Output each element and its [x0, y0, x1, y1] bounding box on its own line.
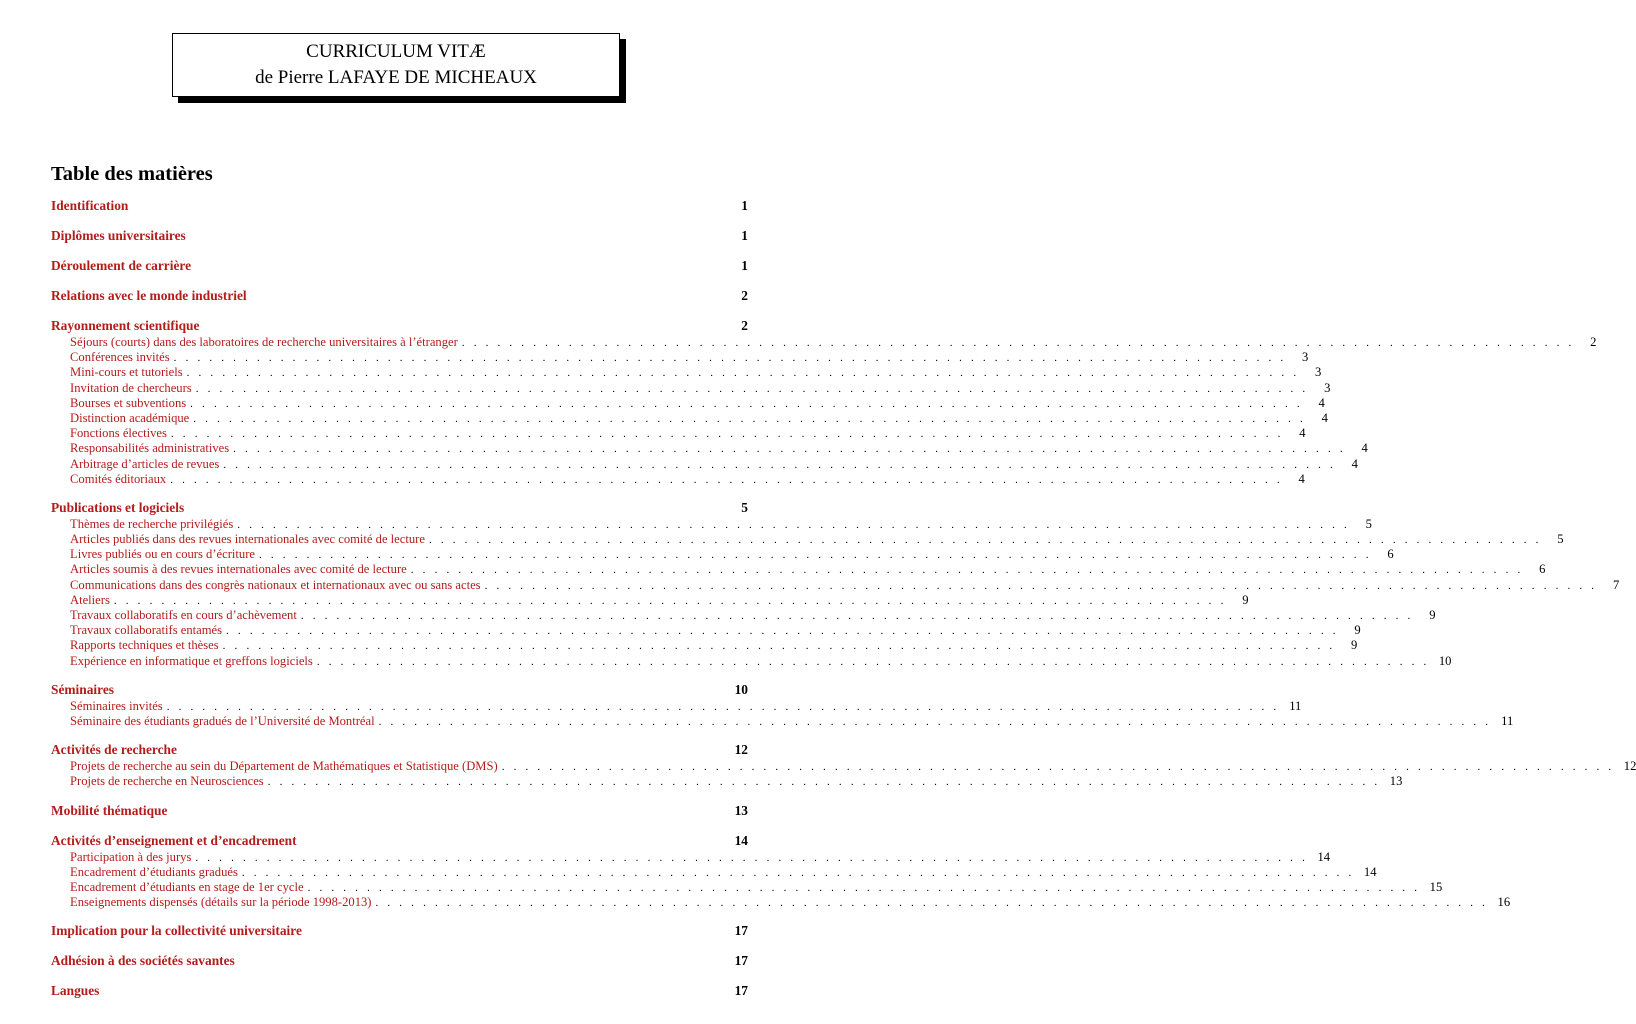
toc-page-number: 16: [1497, 895, 1511, 910]
toc-subsection-link[interactable]: Séminaire des étudiants gradués de l’Université de Montréal: [70, 713, 375, 728]
toc-subsection-link[interactable]: Communications dans des congrès nationaux et internationaux avec ou sans actes: [70, 577, 481, 592]
toc-section-link[interactable]: Séminaires: [51, 681, 114, 697]
toc-subsection-link[interactable]: Livres publiés ou en cours d’écriture: [70, 547, 255, 562]
dot-leader: . . . . . . . . . . . . . . . . . . . . . . . . . . . . . . . . . . . . . . . . . . . . . . . . . . . . . . . . . . . . . . . . . . . . . . . . . . . . . . . . . . . . . . . . . . . . . .: [378, 715, 1492, 728]
toc-page-number: 4: [1299, 426, 1306, 441]
dot-leader: . . . . . . . . . . . . . . . . . . . . . . . . . . . . . . . . . . . . . . . . . . . . . . . . . . . . . . . . . . . . . . . . . . . . . . . . . . . . . . . . . . . . . . . . . . . . . .: [375, 897, 1489, 910]
dot-leader: . . . . . . . . . . . . . . . . . . . . . . . . . . . . . . . . . . . . . . . . . . . . . . . . . . . . . . . . . . . . . . . . . . . . . . . . . . . . . . . . . . . . . . . . . . . . . .: [316, 655, 1430, 668]
toc-section-entry[interactable]: [51, 257, 748, 275]
dot-leader: . . . . . . . . . . . . . . . . . . . . . . . . . . . . . . . . . . . . . . . . . . . . . . . . . . . . . . . . . . . . . . . . . . . . . . . . . . . . . . . . . . . . . . . . . . . . . .: [193, 412, 1306, 425]
toc-section-entry[interactable]: [51, 982, 748, 1000]
dot-leader: . . . . . . . . . . . . . . . . . . . . . . . . . . . . . . . . . . . . . . . . . . . . . . . . . . . . . . . . . . . . . . . . . . . . . . . . . . . . . . . . . . . . . . . . . . . . . .: [267, 776, 1381, 789]
toc-subsection-entry[interactable]: [51, 577, 1620, 593]
toc-page-number: 6: [1387, 547, 1394, 562]
toc-section-link[interactable]: Identification: [51, 198, 129, 213]
toc-section-link[interactable]: Relations avec le monde industriel: [51, 288, 247, 303]
toc-page-number: 17: [734, 923, 748, 939]
toc-section-entry[interactable]: [51, 952, 748, 970]
toc-section-entry[interactable]: [51, 741, 748, 759]
toc-page-number: 10: [1438, 653, 1452, 668]
toc-subsection-entry[interactable]: [51, 410, 1328, 426]
toc-page-number: 5: [1365, 516, 1372, 531]
toc-section: [51, 832, 1511, 911]
document-subtitle: de Pierre LAFAYE DE MICHEAUX: [255, 67, 537, 88]
toc-page-number: 1: [741, 258, 748, 273]
toc-section: [51, 287, 748, 305]
document-title: CURRICULUM VITÆ: [306, 41, 486, 62]
toc-subsection-link[interactable]: Rapports techniques et thèses: [70, 638, 219, 653]
toc-subsection-entry[interactable]: [51, 395, 1325, 411]
dot-leader: . . . . . . . . . . . . . . . . . . . . . . . . . . . . . . . . . . . . . . . . . . . . . . . . . . . . . . . . . . . . . . . . . . . . . . . . . . . . . . . . . . . . . . . . . . . . . .: [461, 337, 1575, 349]
toc-section-link[interactable]: Déroulement de carrière: [51, 258, 192, 273]
toc-section-entry[interactable]: [51, 499, 748, 517]
toc-subsection-link[interactable]: Responsabilités administratives: [70, 441, 230, 456]
toc-subsection-entry[interactable]: [51, 895, 1511, 910]
toc-section-link[interactable]: Langues: [51, 983, 100, 999]
toc-page-number: 3: [1324, 380, 1331, 395]
dot-leader: . . . . . . . . . . . . . . . . . . . . . . . . . . . . . . . . . . . . . . . . . . . . . . . . . . . . . . . . . . . . . . . . . . . . . . . . . . . . . . . . . . . . . . . . . . . . . .: [410, 564, 1524, 577]
toc-subsection-link[interactable]: Articles soumis à des revues internationales avec comité de lecture: [70, 562, 407, 577]
toc-page-number: 6: [1539, 562, 1546, 577]
dot-leader: . . . . . . . . . . . . . . . . . . . . . . . . . . . . . . . . . . . . . . . . . . . . . . . . . . . . . . . . . . . . . . . . . . . . . . . . . . . . . . . . . . . . . . . . . . . . . .: [186, 367, 1300, 380]
toc-subsection-entry[interactable]: [51, 441, 1368, 456]
toc-page-number: 9: [1242, 592, 1249, 607]
toc-section-link[interactable]: Adhésion à des sociétés savantes: [51, 953, 235, 969]
toc-subsection-entry[interactable]: [51, 532, 1564, 547]
toc-section-entry[interactable]: [51, 832, 748, 850]
toc-subsection-link[interactable]: Fonctions électives: [70, 426, 167, 441]
toc-subsection-entry[interactable]: [51, 698, 1302, 714]
dot-leader: . . . . . . . . . . . . . . . . . . . . . . . . . . . . . . . . . . . . . . . . . . . . . . . . . . . . . . . . . . . . . . . . . . . . . . . . . . . . . . . . . . . . . . . . . . . . . .: [233, 443, 1346, 456]
dot-leader: . . . . . . . . . . . . . . . . . . . . . . . . . . . . . . . . . . . . . . . . . . . . . . . . . . . . . . . . . . . . . . . . . . . . . . . . . . . . . . . . . . . . . . . . . . . . . .: [113, 594, 1227, 607]
toc-section-entry[interactable]: [51, 287, 748, 305]
toc-page-number: 3: [1314, 365, 1322, 380]
toc-section-entry[interactable]: [51, 681, 748, 699]
toc-subsection-entry[interactable]: [51, 608, 1436, 623]
toc-subsection-entry[interactable]: [51, 849, 1331, 865]
toc-page-number: 10: [734, 681, 748, 697]
toc-subsection-link[interactable]: Comités éditoriaux: [70, 471, 167, 486]
toc-page-number: 5: [1557, 532, 1564, 547]
toc-page-number: 4: [1351, 456, 1358, 471]
toc-subsection-link[interactable]: Expérience en informatique et greffons logiciels: [70, 653, 313, 668]
toc-subsection-link[interactable]: Bourses et subventions: [70, 395, 187, 410]
dot-leader: . . . . . . . . . . . . . . . . . . . . . . . . . . . . . . . . . . . . . . . . . . . . . . . . . . . . . . . . . . . . . . . . . . . . . . . . . . . . . . . . . . . . . . . . . . . . . .: [237, 518, 1350, 531]
title-box: [172, 33, 620, 97]
toc-subsection-entry[interactable]: [51, 592, 1249, 608]
toc-subsection-entry[interactable]: [51, 380, 1331, 396]
dot-leader: . . . . . . . . . . . . . . . . . . . . . . . . . . . . . . . . . . . . . . . . . . . . . . . . . . . . . . . . . . . . . . . . . . . . . . . . . . . . . . . . . . . . . . . . . . . . . .: [195, 851, 1309, 864]
toc-page-number: 14: [1317, 849, 1331, 864]
toc-section-link[interactable]: Implication pour la collectivité universitaire: [51, 923, 302, 939]
table-of-contents: [51, 197, 1636, 1012]
toc-page-number: 15: [1429, 879, 1443, 894]
toc-subsection-link[interactable]: Distinction académique: [70, 410, 190, 425]
dot-leader: . . . . . . . . . . . . . . . . . . . . . . . . . . . . . . . . . . . . . . . . . . . . . . . . . . . . . . . . . . . . . . . . . . . . . . . . . . . . . . . . . . . . . . . . . . . . . .: [195, 382, 1309, 395]
toc-section-entry[interactable]: [51, 227, 748, 245]
toc-page-number: 17: [734, 953, 748, 969]
toc-subsection-link[interactable]: Invitation de chercheurs: [70, 380, 192, 395]
toc-section: [51, 317, 1597, 487]
dot-leader: . . . . . . . . . . . . . . . . . . . . . . . . . . . . . . . . . . . . . . . . . . . . . . . . . . . . . . . . . . . . . . . . . . . . . . . . . . . . . . . . . . . . . . . . . . . . . .: [226, 625, 1339, 638]
toc-page-number: 11: [1501, 713, 1514, 728]
toc-subsection-link[interactable]: Articles publiés dans des revues internationales avec comité de lecture: [70, 532, 425, 547]
toc-subsection-link[interactable]: Projets de recherche au sein du Département de Mathématiques et Statistique (DMS): [70, 759, 498, 774]
toc-section-entry[interactable]: [51, 317, 748, 335]
dot-leader: . . . . . . . . . . . . . . . . . . . . . . . . . . . . . . . . . . . . . . . . . . . . . . . . . . . . . . . . . . . . . . . . . . . . . . . . . . . . . . . . . . . . . . . . . . . . . .: [166, 700, 1280, 713]
toc-section-link[interactable]: Activités de recherche: [51, 742, 177, 758]
dot-leader: . . . . . . . . . . . . . . . . . . . . . . . . . . . . . . . . . . . . . . . . . . . . . . . . . . . . . . . . . . . . . . . . . . . . . . . . . . . . . . . . . . . . . . . . . . . . . .: [259, 549, 1372, 562]
toc-section-link[interactable]: Activités d’enseignement et d’encadrement: [51, 832, 297, 848]
toc-subsection-entry[interactable]: [51, 864, 1377, 880]
toc-page-number: 1: [741, 228, 748, 243]
toc-subsection-link[interactable]: Conférences invités: [70, 350, 170, 365]
toc-subsection-entry[interactable]: [51, 547, 1394, 562]
toc-page-number: 2: [741, 288, 748, 303]
toc-page-number: 17: [734, 983, 748, 999]
dot-leader: . . . . . . . . . . . . . . . . . . . . . . . . . . . . . . . . . . . . . . . . . . . . . . . . . . . . . . . . . . . . . . . . . . . . . . . . . . . . . . . . . . . . . . . . . . . . . .: [173, 352, 1287, 365]
toc-page-number: 4: [1321, 410, 1328, 425]
toc-subsection-link[interactable]: Travaux collaboratifs entamés: [70, 623, 223, 638]
toc-page-number: 14: [734, 832, 748, 848]
toc-page-number: 7: [1612, 577, 1620, 592]
toc-heading: Table des matières: [51, 163, 213, 185]
toc-section: [51, 227, 748, 245]
toc-page-number: 12: [1623, 759, 1636, 774]
toc-subsection-link[interactable]: Participation à des jurys: [70, 849, 192, 864]
dot-leader: . . . . . . . . . . . . . . . . . . . . . . . . . . . . . . . . . . . . . . . . . . . . . . . . . . . . . . . . . . . . . . . . . . . . . . . . . . . . . . . . . . . . . . . . . . . . . .: [222, 640, 1336, 653]
toc-subsection-entry[interactable]: [51, 562, 1546, 577]
toc-page-number: 12: [734, 742, 748, 758]
dot-leader: . . . . . . . . . . . . . . . . . . . . . . . . . . . . . . . . . . . . . . . . . . . . . . . . . . . . . . . . . . . . . . . . . . . . . . . . . . . . . . . . . . . . . . . . . . . . . .: [223, 458, 1336, 471]
dot-leader: . . . . . . . . . . . . . . . . . . . . . . . . . . . . . . . . . . . . . . . . . . . . . . . . . . . . . . . . . . . . . . . . . . . . . . . . . . . . . . . . . . . . . . . . . . . . . .: [428, 534, 1542, 547]
toc-section: [51, 197, 748, 215]
toc-page-number: 11: [1289, 698, 1302, 713]
toc-page-number: 3: [1302, 350, 1309, 365]
toc-page-number: 9: [1354, 623, 1361, 638]
toc-section: [51, 257, 748, 275]
toc-page-number: 4: [1298, 471, 1305, 486]
toc-subsection-link[interactable]: Arbitrage d’articles de revues: [70, 456, 220, 471]
dot-leader: . . . . . . . . . . . . . . . . . . . . . . . . . . . . . . . . . . . . . . . . . . . . . . . . . . . . . . . . . . . . . . . . . . . . . . . . . . . . . . . . . . . . . . . . . . . . . .: [190, 397, 1303, 410]
toc-subsection-link[interactable]: Encadrement d’étudiants gradués: [70, 864, 238, 879]
toc-subsection-entry[interactable]: [51, 471, 1305, 487]
toc-section: [51, 922, 748, 940]
dot-leader: . . . . . . . . . . . . . . . . . . . . . . . . . . . . . . . . . . . . . . . . . . . . . . . . . . . . . . . . . . . . . . . . . . . . . . . . . . . . . . . . . . . . . . . . . . . . . .: [307, 881, 1421, 894]
toc-subsection-link[interactable]: Séjours (courts) dans des laboratoires de recherche universitaires à l’étranger: [70, 335, 458, 349]
toc-section: [51, 982, 748, 1000]
toc-subsection-entry[interactable]: [51, 638, 1358, 653]
toc-subsection-entry[interactable]: [51, 879, 1443, 895]
dot-leader: . . . . . . . . . . . . . . . . . . . . . . . . . . . . . . . . . . . . . . . . . . . . . . . . . . . . . . . . . . . . . . . . . . . . . . . . . . . . . . . . . . . . . . . . . . . . . .: [300, 610, 1414, 622]
toc-subsection-link[interactable]: Enseignements dispensés (détails sur la période 1998-2013): [70, 895, 372, 910]
toc-section-link[interactable]: Diplômes universitaires: [51, 228, 186, 243]
toc-page-number: 2: [1590, 335, 1597, 349]
toc-subsection-link[interactable]: Encadrement d’étudiants en stage de 1er cycle: [70, 879, 304, 894]
toc-subsection-link[interactable]: Mini-cours et tutoriels: [70, 365, 183, 380]
dot-leader: . . . . . . . . . . . . . . . . . . . . . . . . . . . . . . . . . . . . . . . . . . . . . . . . . . . . . . . . . . . . . . . . . . . . . . . . . . . . . . . . . . . . . . . . . . . . . .: [241, 866, 1355, 879]
dot-leader: . . . . . . . . . . . . . . . . . . . . . . . . . . . . . . . . . . . . . . . . . . . . . . . . . . . . . . . . . . . . . . . . . . . . . . . . . . . . . . . . . . . . . . . . . . . . . .: [501, 761, 1615, 774]
dot-leader: . . . . . . . . . . . . . . . . . . . . . . . . . . . . . . . . . . . . . . . . . . . . . . . . . . . . . . . . . . . . . . . . . . . . . . . . . . . . . . . . . . . . . . . . . . . . . .: [170, 428, 1284, 441]
toc-section: [51, 802, 748, 820]
toc-subsection-entry[interactable]: [51, 759, 1636, 774]
toc-page-number: 4: [1318, 395, 1325, 410]
toc-subsection-entry[interactable]: [51, 774, 1403, 789]
toc-subsection-link[interactable]: Travaux collaboratifs en cours d’achèvement: [70, 608, 297, 622]
toc-subsection-entry[interactable]: [51, 426, 1306, 441]
dot-leader: . . . . . . . . . . . . . . . . . . . . . . . . . . . . . . . . . . . . . . . . . . . . . . . . . . . . . . . . . . . . . . . . . . . . . . . . . . . . . . . . . . . . . . . . . . . . . .: [170, 473, 1283, 486]
toc-page-number: 14: [1363, 864, 1377, 879]
toc-section: [51, 952, 748, 970]
toc-page-number: 2: [741, 318, 748, 333]
toc-subsection-entry[interactable]: [51, 713, 1514, 729]
toc-subsection-entry[interactable]: [51, 365, 1322, 380]
toc-section-link[interactable]: Publications et logiciels: [51, 499, 185, 515]
dot-leader: . . . . . . . . . . . . . . . . . . . . . . . . . . . . . . . . . . . . . . . . . . . . . . . . . . . . . . . . . . . . . . . . . . . . . . . . . . . . . . . . . . . . . . . . . . . . . .: [484, 579, 1598, 592]
toc-page-number: 4: [1361, 441, 1368, 456]
toc-page-number: 13: [1389, 774, 1403, 789]
toc-page-number: 13: [734, 802, 748, 818]
toc-subsection-entry[interactable]: [51, 456, 1358, 472]
toc-section-entry[interactable]: [51, 197, 748, 215]
toc-page-number: 9: [1351, 638, 1358, 653]
toc-page-number: 1: [741, 198, 748, 213]
toc-subsection-link[interactable]: Projets de recherche en Neurosciences: [70, 774, 264, 789]
toc-page-number: 5: [741, 499, 748, 515]
toc-subsection-entry[interactable]: [51, 350, 1309, 365]
toc-section: [51, 681, 1514, 729]
toc-section-entry[interactable]: [51, 922, 748, 940]
toc-section-link[interactable]: Rayonnement scientifique: [51, 318, 200, 333]
toc-subsection-link[interactable]: Thèmes de recherche privilégiés: [70, 516, 234, 531]
toc-section-link[interactable]: Mobilité thématique: [51, 802, 168, 818]
toc-subsection-entry[interactable]: [51, 653, 1452, 669]
toc-subsection-link[interactable]: Ateliers: [70, 592, 110, 607]
toc-subsection-entry[interactable]: [51, 516, 1372, 532]
toc-subsection-entry[interactable]: [51, 623, 1361, 638]
toc-subsection-link[interactable]: Séminaires invités: [70, 698, 163, 713]
toc-section: [51, 499, 1620, 669]
toc-section-entry[interactable]: [51, 802, 748, 820]
toc-page-number: 9: [1429, 608, 1436, 622]
toc-section: [51, 741, 1636, 789]
toc-subsection-entry[interactable]: [51, 335, 1597, 350]
